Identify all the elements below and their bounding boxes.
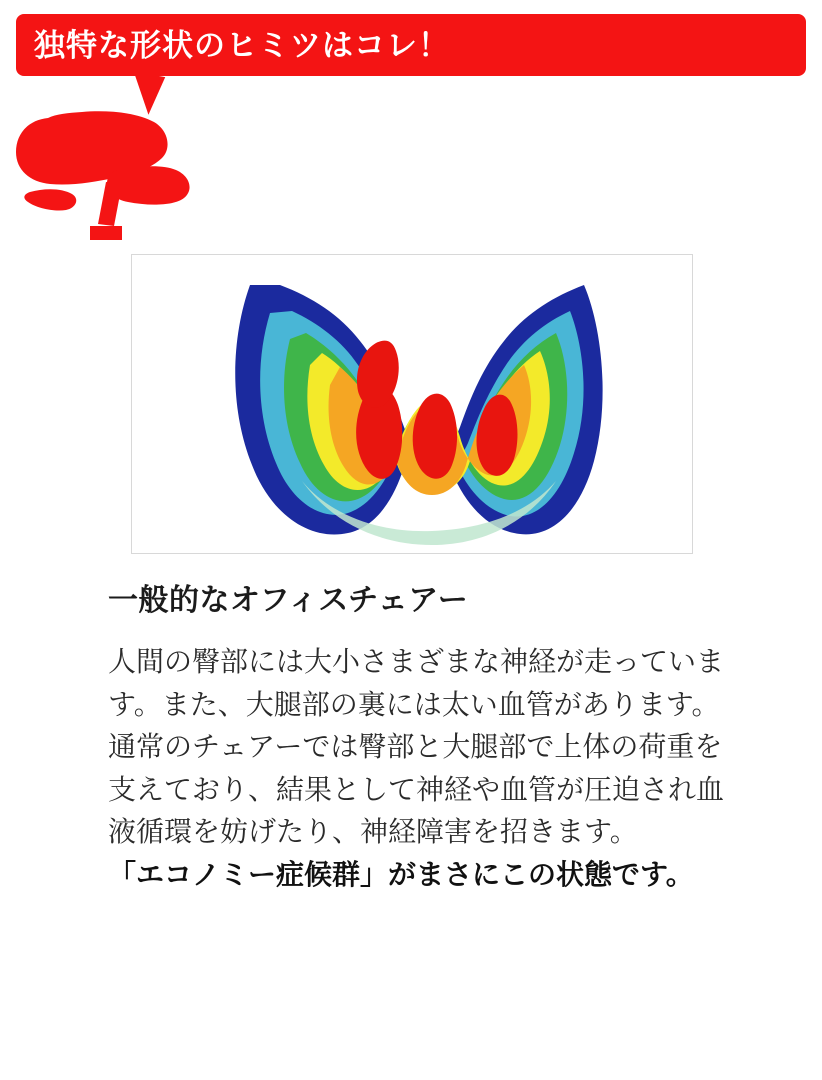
paragraph-3: 「エコノミー症候群」がまさにこの状態です。 [108,858,694,890]
pressure-heatmap-image [131,254,693,554]
page-title: 一般的なオフィスチェアー [108,584,469,617]
paragraph-1: 人間の臀部には大小さまざまな神経が走っています。また、大腿部の裏には太い血管があります。 [108,646,725,720]
seated-person-silhouette-icon [10,108,210,248]
paragraph-2: 通常のチェアーでは臀部と大腿部で上体の荷重を支えており、結果として神経や血管が圧迫され血液循環を妨げたり、神経障害を招きます。 [108,731,725,848]
callout-text: 独特な形状のヒミツはコレ！ [34,27,450,63]
callout-banner [16,14,806,76]
article-body [108,575,728,896]
